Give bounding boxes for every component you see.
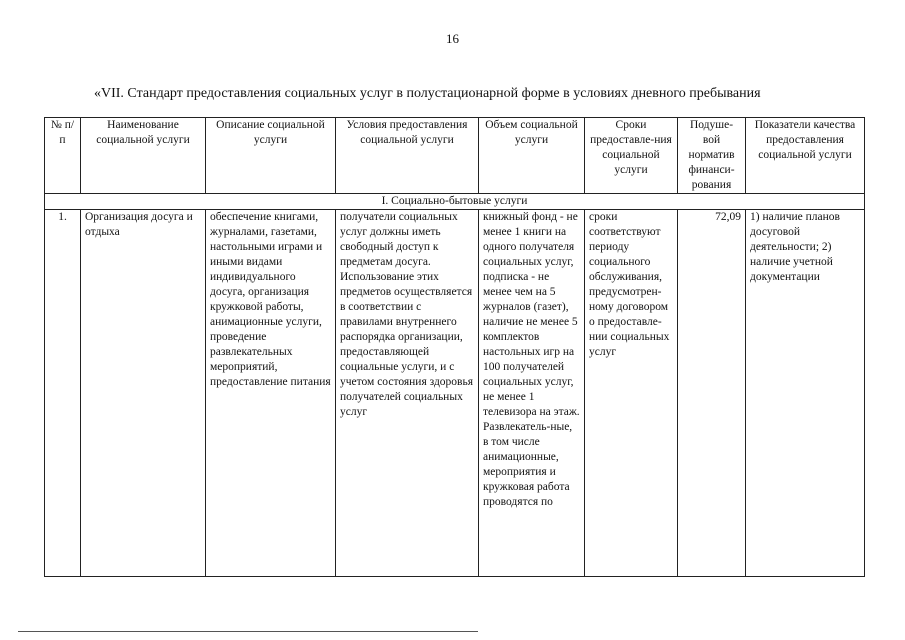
cell-quality-indicators: 1) наличие планов досуговой деятельности; 2) наличие учетной документации (746, 210, 865, 577)
cell-service-name: Организация досуга и отдыха (81, 210, 206, 577)
cell-volume: книжный фонд - не менее 1 книги на одного получателя социальных услуг, подписка - не менее чем на 5 журналов (газет), наличие не менее 5 комплектов настольных игр на 100 получателей социальных услуг, не менее 1 телевизора на этаж. Развлекатель-ные, в том числе анимационные, мероприятия и кружковая работа проводятся по (479, 210, 585, 577)
services-table (44, 117, 865, 577)
section-title: I. Социально-бытовые услуги (45, 194, 865, 210)
footer-divider (18, 631, 478, 632)
header-quality-indicators: Показатели качества предоставления социальной услуги (746, 118, 865, 194)
document-title: «VII. Стандарт предоставления социальных услуг в полустационарной форме в условиях дневного пребывания (94, 86, 761, 101)
cell-norm: 72,09 (678, 210, 746, 577)
header-service-name: Наименование социальной услуги (81, 118, 206, 194)
table-header-row (45, 118, 865, 194)
table-row (45, 210, 865, 577)
header-volume: Объем социальной услуги (479, 118, 585, 194)
header-terms: Сроки предоставле-ния социальной услуги (585, 118, 678, 194)
header-description: Описание социальной услуги (206, 118, 336, 194)
header-norm: Подуше-вой норматив финанси-рования (678, 118, 746, 194)
cell-description: обеспечение книгами, журналами, газетами, настольными играми и иными видами индивидуального досуга, организация кружковой работы, анимационные услуги, проведение развлекательных мероприятий, предоставление питания (206, 210, 336, 577)
header-number: № п/п (45, 118, 81, 194)
cell-conditions: получатели социальных услуг должны иметь свободный доступ к предметам досуга. Использование этих предметов осуществляется в соответствии с правилами внутреннего распорядка организации, предоставляющей социальные услуги, и с учетом состояния здоровья получателей социальных услуг (336, 210, 479, 577)
section-row (45, 194, 865, 210)
header-conditions: Условия предоставления социальной услуги (336, 118, 479, 194)
page-number: 16 (446, 31, 459, 46)
cell-terms: сроки соответствуют периоду социального обслуживания, предусмотрен-ному договором о предоставле-нии социальных услуг (585, 210, 678, 577)
cell-number: 1. (45, 210, 81, 577)
